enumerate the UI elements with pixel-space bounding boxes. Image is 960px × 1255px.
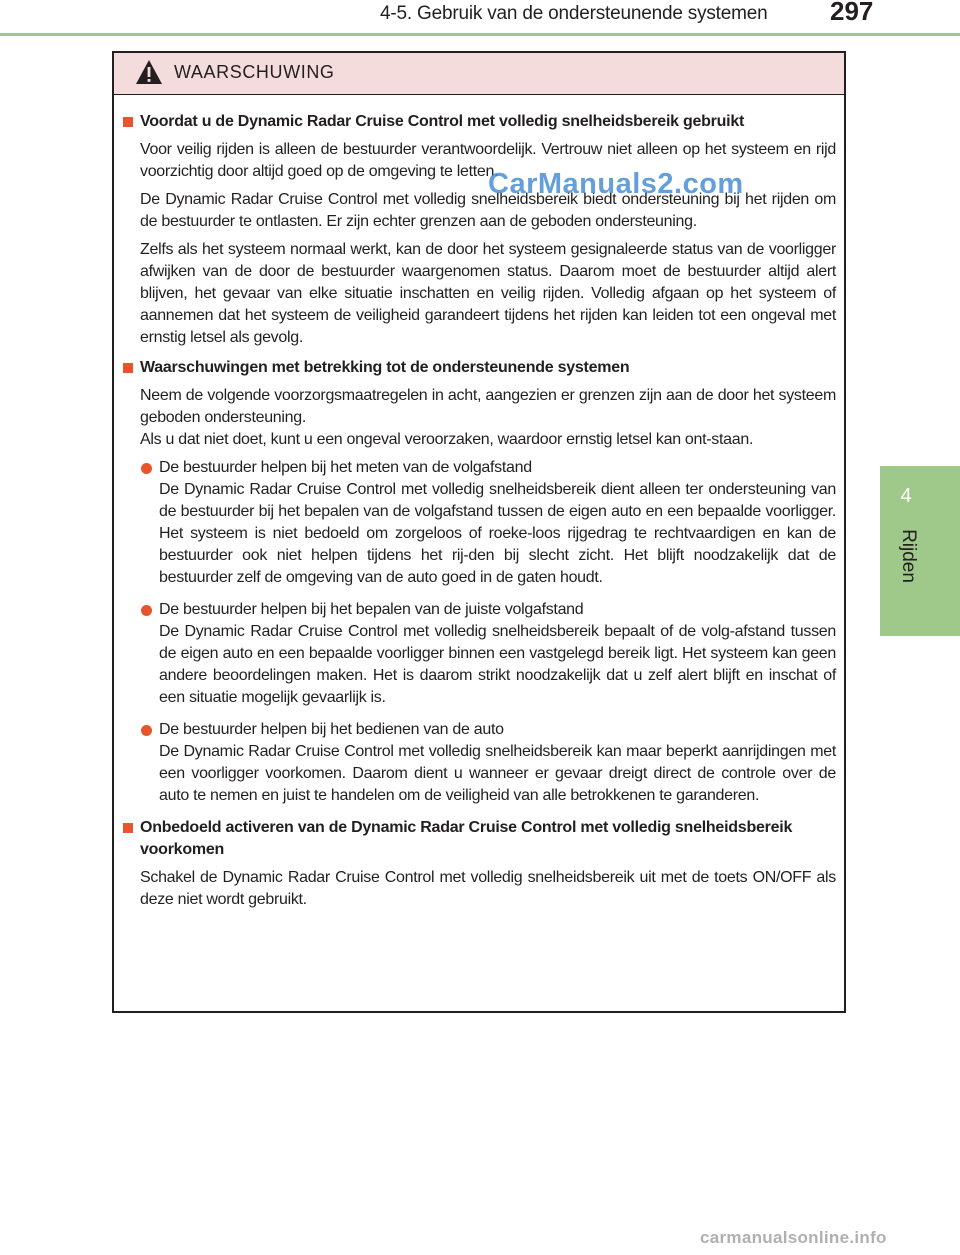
footer-watermark[interactable]: carmanualsonline.info <box>700 1228 887 1247</box>
warning-triangle-icon <box>135 59 163 85</box>
square-bullet-icon <box>123 117 133 127</box>
page-number: 297 <box>830 0 874 26</box>
round-bullet-icon <box>141 605 152 616</box>
list-item-title: De bestuurder helpen bij het bepalen van de juiste volgafstand <box>159 601 584 618</box>
watermark-logo: CarManuals2.com <box>488 168 744 200</box>
list-item <box>159 457 836 589</box>
paragraph: Zelfs als het systeem normaal werkt, kan de door het systeem gesignaleerde status van de voorligger afwijken van de door de bestuurder waargenomen status. Daarom moet de bestuurder altijd alert blijven, het gevaar van elke situatie inschatten en veilig rijden. Volledig afgaan op het systeem of aannemen dat het systeem de veiligheid garandeert tijdens het rijden kan leiden tot een ongeval met ernstig letsel als gevolg. <box>140 241 836 346</box>
section-heading <box>122 817 836 861</box>
round-bullet-icon <box>141 725 152 736</box>
warning-section-assist-systems <box>122 357 836 807</box>
paragraph: De Dynamic Radar Cruise Control met volledig snelheidsbereik biedt ondersteuning bij het rijden om de bestuurder te ontlasten. Er zijn echter grenzen aan de geboden ondersteuning. <box>140 191 836 230</box>
warning-header <box>114 53 844 95</box>
square-bullet-icon <box>123 363 133 373</box>
paragraph: Neem de volgende voorzorgsmaatregelen in acht, aangezien er grenzen zijn aan de door het systeem geboden ondersteuning. <box>140 387 836 426</box>
chapter-number: 4 <box>900 485 912 507</box>
header-divider <box>0 33 960 36</box>
square-bullet-icon <box>123 823 133 833</box>
warning-section-unintended-activation <box>122 817 836 911</box>
warning-body <box>114 95 844 911</box>
list-item-title: De bestuurder helpen bij het bedienen van de auto <box>159 721 504 738</box>
round-bullet-icon <box>141 463 152 474</box>
paragraph: Als u dat niet doet, kunt u een ongeval veroorzaken, waardoor ernstig letsel kan ont-staan. <box>140 431 754 448</box>
section-heading <box>122 111 836 133</box>
list-item <box>159 719 836 807</box>
section-heading-text: Voordat u de Dynamic Radar Cruise Control met volledig snelheidsbereik gebruikt <box>140 113 745 130</box>
chapter-label: Rijden <box>898 529 919 583</box>
warning-section-usage <box>122 111 836 349</box>
list-item <box>159 599 836 709</box>
list-item-text: De Dynamic Radar Cruise Control met volledig snelheidsbereik kan maar beperkt aanrijdingen met een voorligger voorkomen. Daarom dient u wanneer er gevaar dreigt direct de controle over de auto te nemen en juist te handelen om de veiligheid van alle betrokkenen te garanderen. <box>159 743 836 804</box>
section-heading-text: Waarschuwingen met betrekking tot de ondersteunende systemen <box>140 359 630 376</box>
list-item-text: De Dynamic Radar Cruise Control met volledig snelheidsbereik dient alleen ter ondersteuning van de bestuurder bij het bepalen van de volgafstand tussen de eigen auto en een bepaalde voorligger. Het systeem is niet bedoeld om zorgeloos of roeke-loos rijgedrag te rechtvaardigen en kan de bestuurder ook niet helpen tijdens het rij-den bij slecht zicht. Het blijft noodzakelijk dat de bestuurder zelf de omgeving van de auto goed in de gaten houdt. <box>159 481 836 586</box>
warning-label: WAARSCHUWING <box>174 62 335 82</box>
paragraph: Schakel de Dynamic Radar Cruise Control met volledig snelheidsbereik uit met de toets ON/OFF als deze niet wordt gebruikt. <box>140 869 836 908</box>
section-heading <box>122 357 836 379</box>
list-item-title: De bestuurder helpen bij het meten van de volgafstand <box>159 459 532 476</box>
chapter-side-tab[interactable] <box>880 466 960 636</box>
list-item-text: De Dynamic Radar Cruise Control met volledig snelheidsbereik bepaalt of de volg-afstand tussen de eigen auto en een bepaalde voorligger binnen een vastgelegd bereik ligt. Het systeem kan geen andere beoordelingen maken. Het is daarom strikt noodzakelijk dat u zelf alert blijft en inschat of een situatie mogelijk gevaarlijk is. <box>159 623 836 706</box>
chapter-section-title: 4-5. Gebruik van de ondersteunende systemen <box>380 3 768 24</box>
paragraph: Voor veilig rijden is alleen de bestuurder verantwoordelijk. Vertrouw niet alleen op het systeem en rijd voorzichtig door altijd goed op de omgeving te letten. <box>140 141 836 180</box>
section-heading-text: Onbedoeld activeren van de Dynamic Radar Cruise Control met volledig snelheidsbereik voorkomen <box>140 819 793 858</box>
